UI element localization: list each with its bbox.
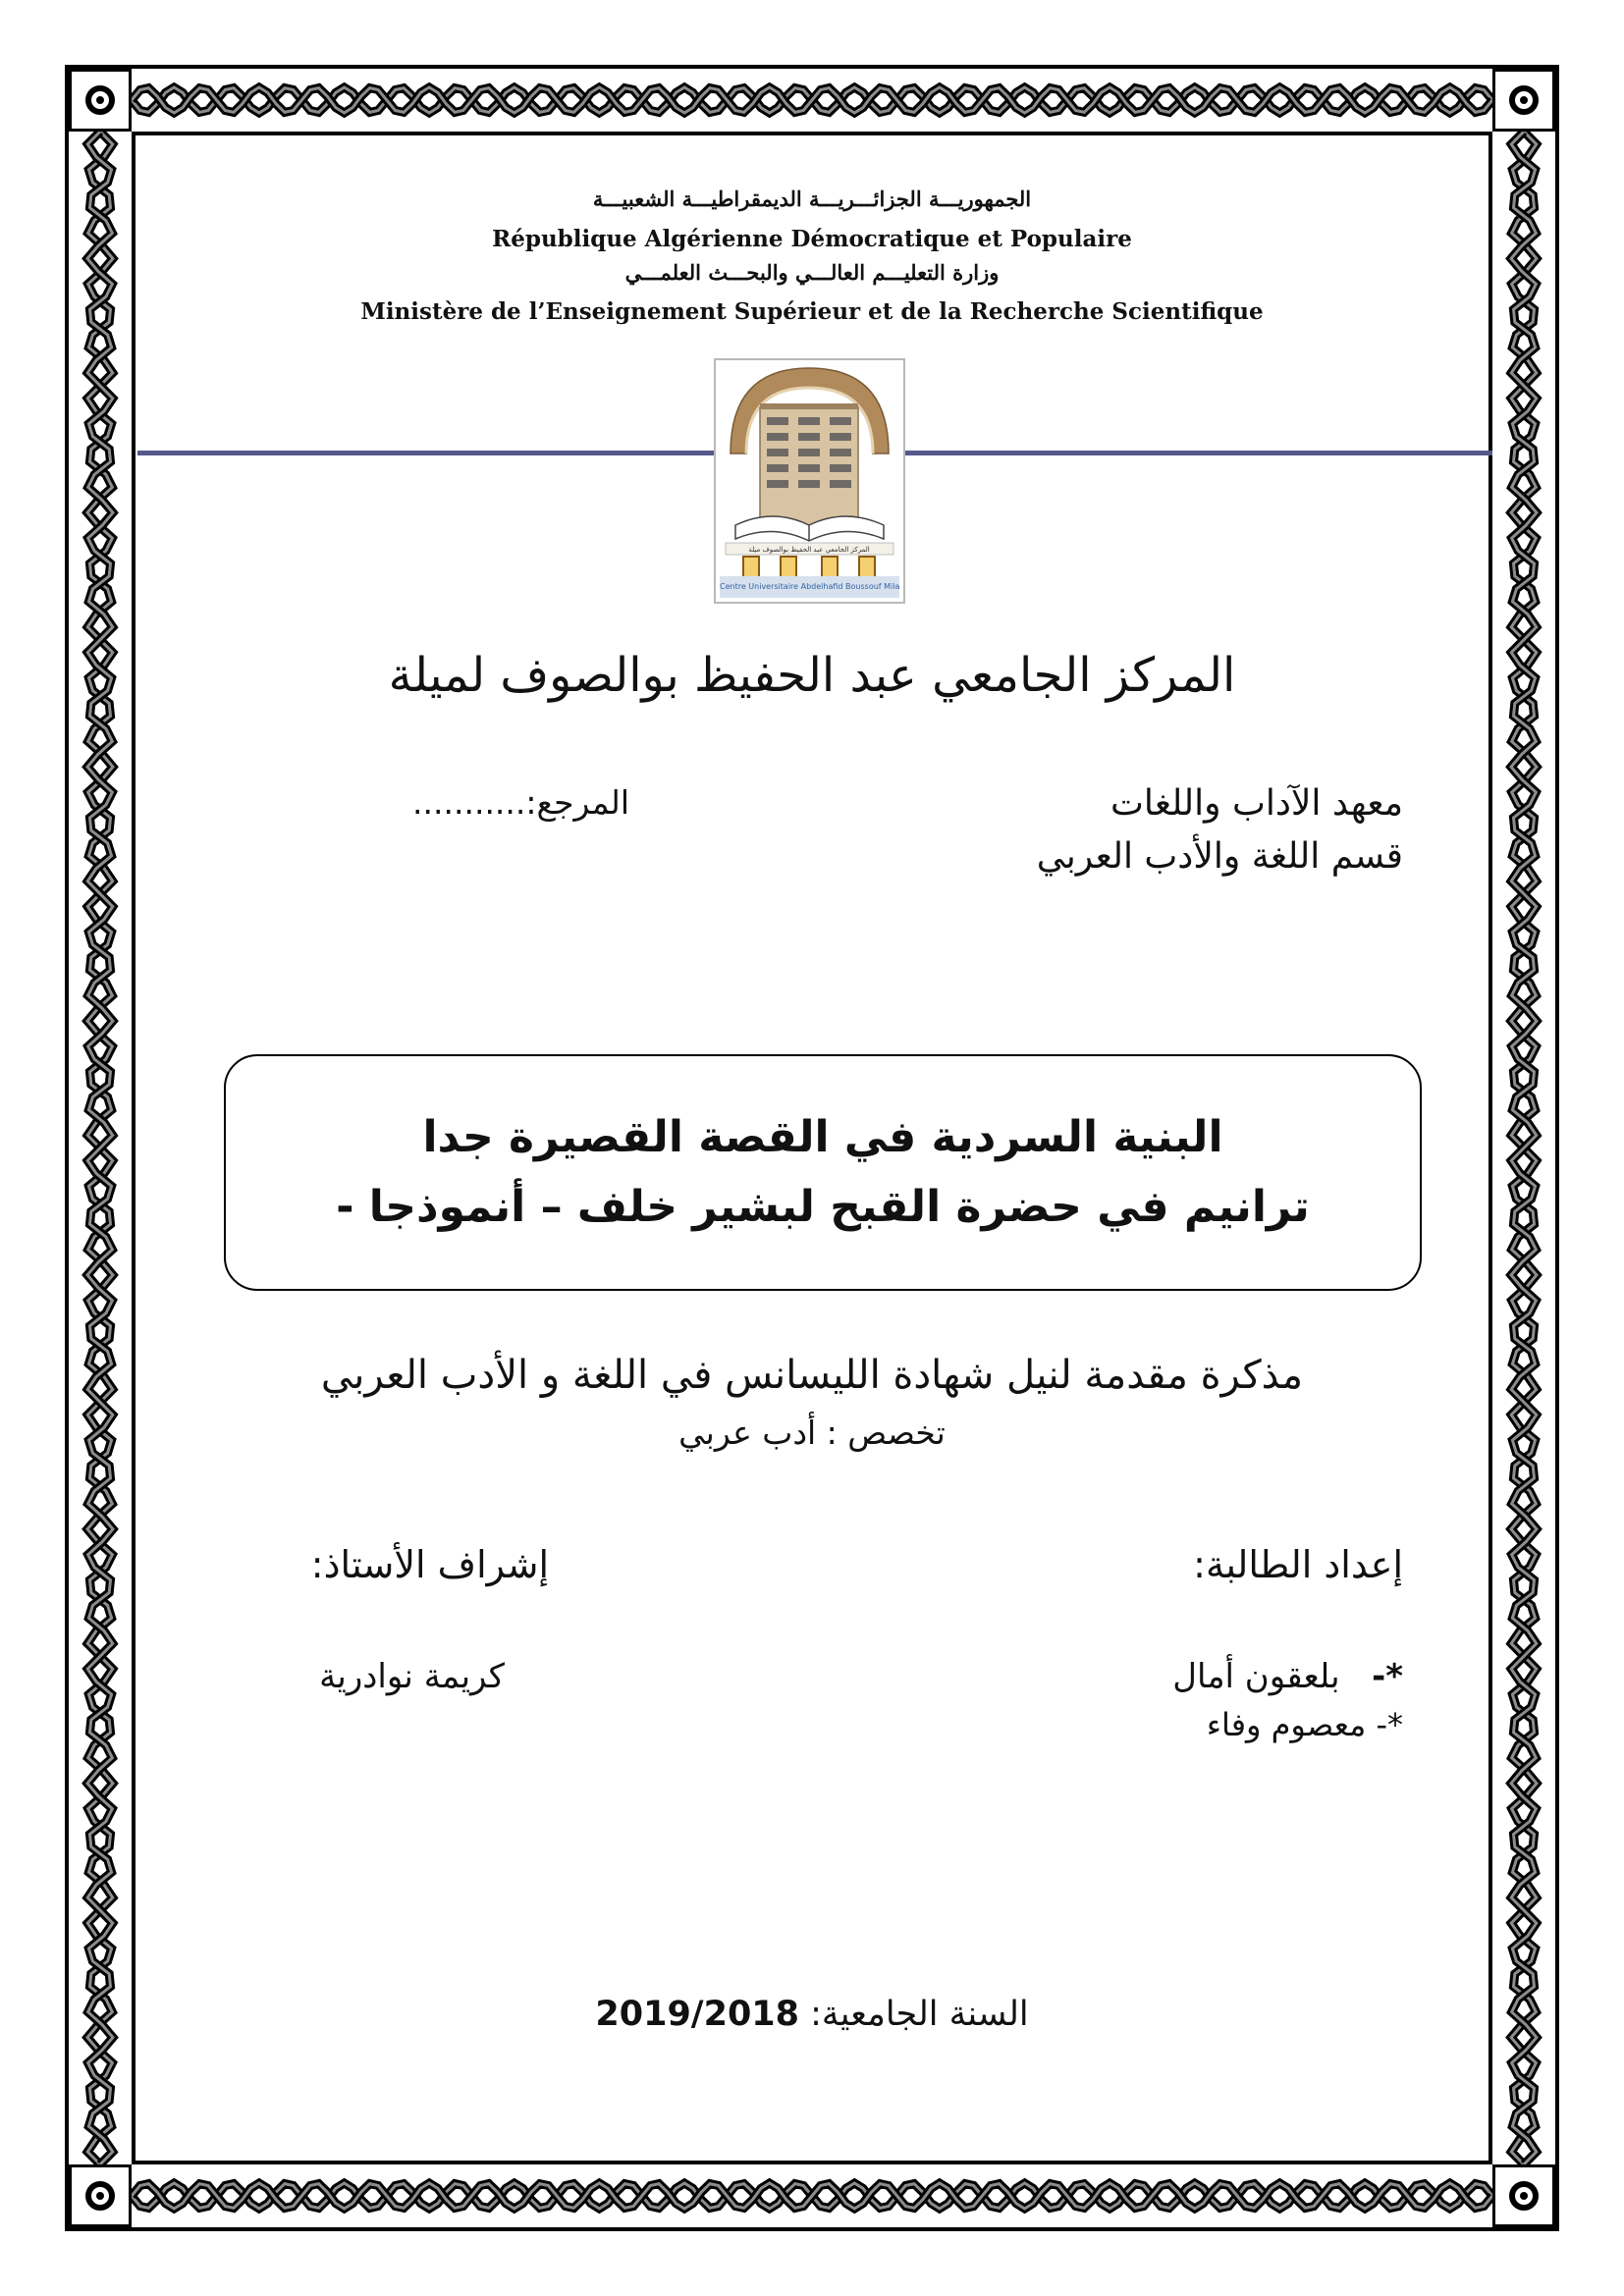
specialty: تخصص : أدب عربي [678,1414,946,1452]
ministry-arabic: وزارة التعليـــم العالـــي والبحـــث العلمـــي [624,260,1000,285]
thesis-note: مذكرة مقدمة لنيل شهادة الليسانس في اللغة و الأدب العربي [320,1353,1304,1398]
institute-name: معهد الآداب واللغات [1110,783,1403,824]
ministry-french: Ministère de l’Enseignement Supérieur et de la Recherche Scientifique [360,298,1264,325]
border-pattern-top [132,69,1492,132]
thesis-title-line-2: ترانيم في حضرة القبح لبشير خلف – أنموذجا - [336,1181,1310,1232]
supervisor-name: كريمة نوادرية [319,1657,505,1696]
logo-caption: Centre Universitaire Abdelhafid Boussouf Mila [720,576,899,598]
student-bullet: *- [1372,1657,1403,1696]
student-name: بلعقون أمال [1172,1657,1340,1696]
academic-year-value: 2019/2018 [595,1995,799,2034]
republic-arabic: الجمهوريـــة الجزائـــريـــة الديمقراطيـــة الشعبيـــة [592,187,1032,211]
border-pattern-right [1492,132,1555,2164]
corner-ornament-icon [1492,2164,1555,2227]
supervisor-label: إشراف الأستاذ: [310,1543,549,1586]
university-logo [714,358,905,604]
reference-label: المرجع:........... [412,783,629,822]
corner-ornament-icon [1492,69,1555,132]
republic-french: République Algérienne Démocratique et Populaire [492,226,1132,252]
student-bullet: *- [1376,1706,1403,1743]
border-pattern-bottom [132,2164,1492,2227]
academic-year [0,1995,1624,2034]
logo-inscription: المركز الجامعي عبد الحفيظ بوالصوف ميلة [748,546,870,554]
department-name: قسم اللغة والأدب العربي [1036,836,1403,877]
corner-ornament-icon [69,69,132,132]
student-name: معصوم وفاء [1206,1706,1367,1743]
academic-year-label: السنة الجامعية: [810,1995,1029,2034]
thesis-title-box [224,1054,1422,1291]
thesis-title-line-1: البنية السردية في القصة القصيرة جدا [422,1112,1223,1163]
border-pattern-left [69,132,132,2164]
prepared-by-label: إعداد الطالبة: [1193,1543,1403,1586]
corner-ornament-icon [69,2164,132,2227]
university-name: المركز الجامعي عبد الحفيظ بوالصوف لميلة [388,648,1236,703]
student-item [1207,1706,1403,1743]
university-building-icon [716,360,903,602]
student-item [1172,1657,1403,1696]
